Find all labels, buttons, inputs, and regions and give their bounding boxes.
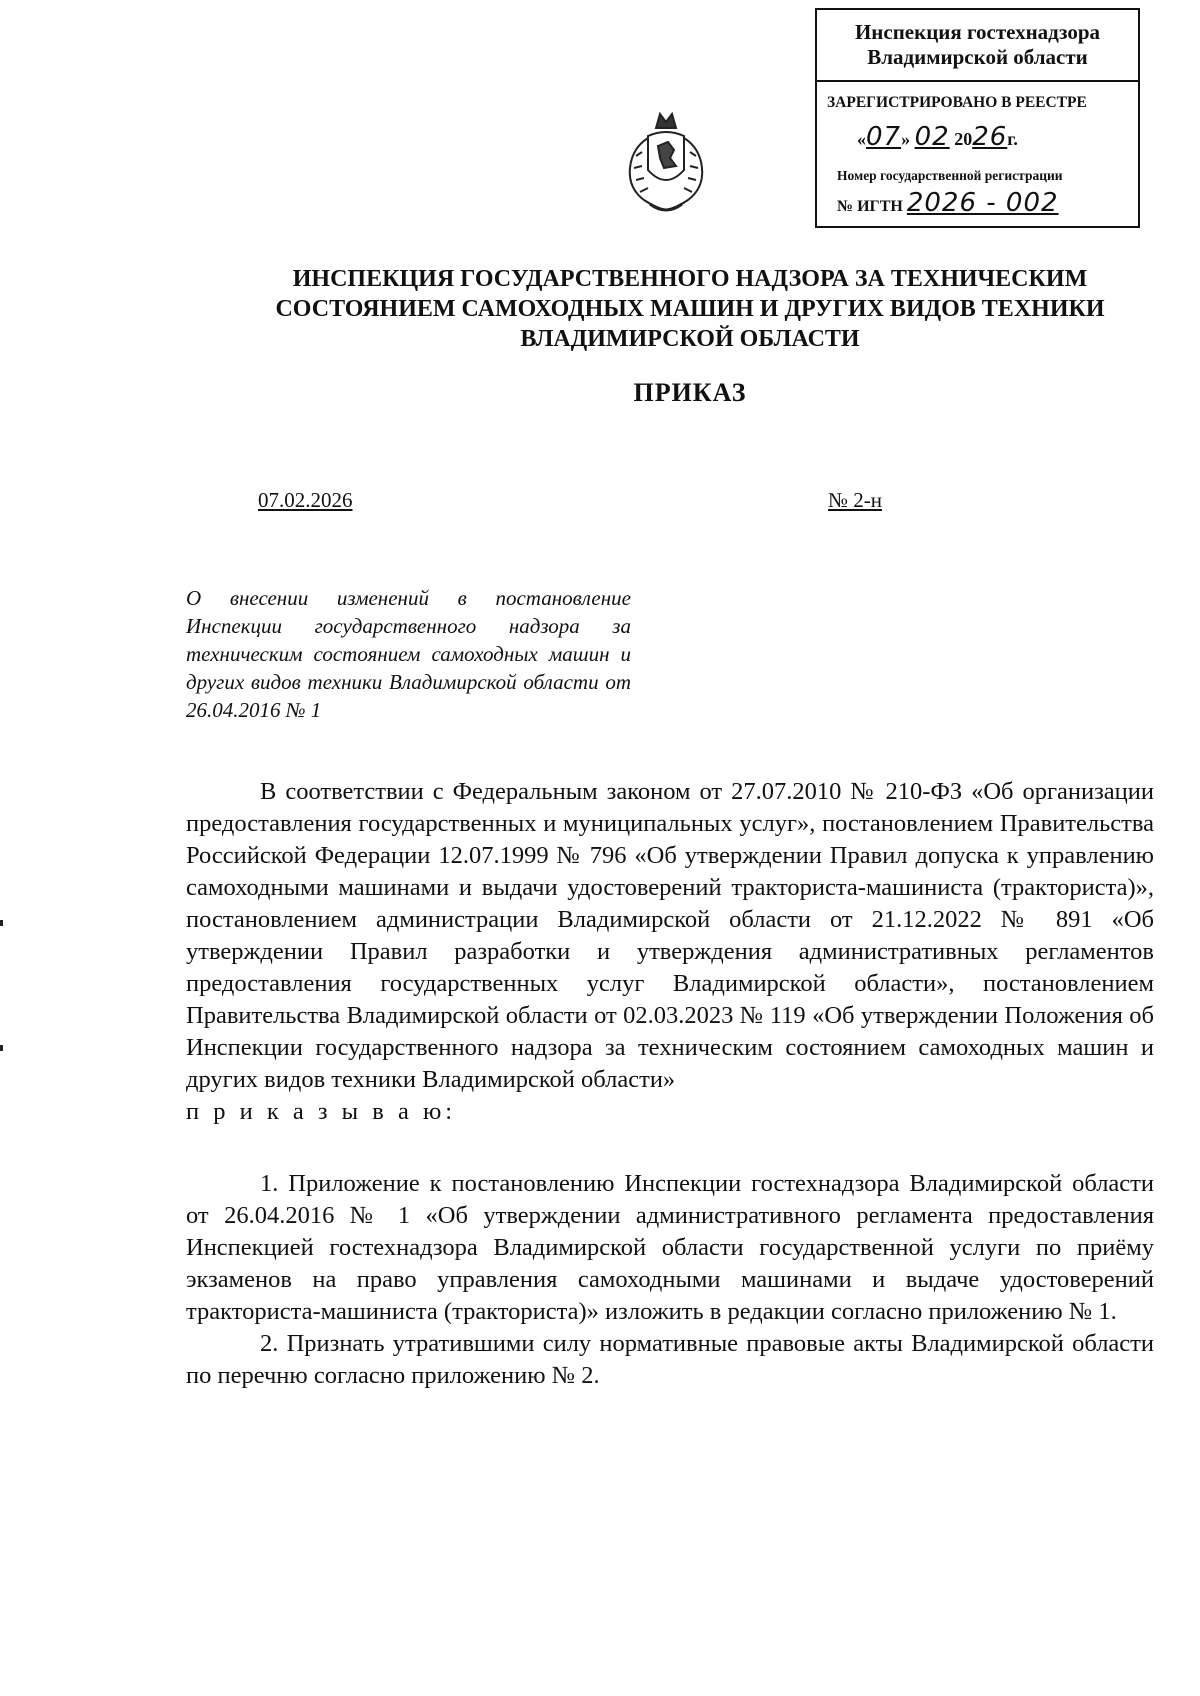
- stamp-registered-label: ЗАРЕГИСТРИРОВАНО В РЕЕСТРЕ: [827, 94, 1087, 111]
- organization-heading: ИНСПЕКЦИЯ ГОСУДАРСТВЕННОГО НАДЗОРА ЗА ТЕХНИЧЕСКИМ СОСТОЯНИЕМ САМОХОДНЫХ МАШИН И ДРУГИХ ВИДОВ ТЕХНИКИ ВЛАДИМИРСКОЙ ОБЛАСТИ: [275, 266, 1105, 352]
- stamp-org-name: Инспекция гостехнадзора Владимирской области: [817, 10, 1138, 82]
- stamp-month: 02: [914, 122, 950, 152]
- stamp-day: 07: [866, 122, 902, 152]
- order-date: 07.02.2026: [258, 488, 353, 512]
- stamp-year: 26: [972, 122, 1008, 152]
- stamp-year-prefix: 20: [954, 129, 973, 149]
- stamp-reg-number: 2026 - 002: [906, 188, 1059, 218]
- order-body: [186, 776, 1154, 1392]
- stamp-reg-number-label: Номер государственной регистрации: [837, 168, 1063, 183]
- document-title: ПРИКАЗ: [633, 378, 747, 407]
- stamp-reg-number-line: [817, 184, 1138, 218]
- decree-word: п р и к а з ы в а ю:: [186, 1098, 457, 1125]
- order-subject: О внесении изменений в постановление Инспекции государственного надзора за техническим состоянием самоходных машин и других видов техники Владимирской области от 26.04.2016 № 1: [186, 586, 631, 722]
- stamp-reg-prefix: № ИГТН: [837, 198, 903, 215]
- item-1-paragraph: 1. Приложение к постановлению Инспекции гостехнадзора Владимирской области от 26.04.2016 № 1 «Об утверждении административного регламента предоставления Инспекцией гостехнадзора Владимирской области государственной услуги по приёму экзаменов на право управления самоходными машинами и выдаче удостоверений тракториста-машиниста (тракториста)» изложить в редакции согласно приложению № 1.: [186, 1170, 1154, 1325]
- stamp-registration-date: «07» 02 2026г.: [857, 122, 1018, 152]
- stamp-year-suffix: г.: [1007, 129, 1018, 149]
- preamble-paragraph: В соответствии с Федеральным законом от 27.07.2010 № 210-ФЗ «Об организации предоставления государственных и муниципальных услуг», постановлением Правительства Российской Федерации 12.07.1999 № 796 «Об утверждении Правил допуска к управлению самоходными машинами и выдачи удостоверений тракториста-машиниста (тракториста)», постановлением администрации Владимирской области от 21.12.2022 № 891 «Об утверждении Правил разработки и утверждения административных регламентов предоставления государственных услуг Владимирской области», постановлением Правительства Владимирской области от 02.03.2023 № 119 «Об утверждении Положения об Инспекции государственного надзора за техническим состоянием самоходных машин и других видов техники Владимирской области»: [186, 778, 1154, 1093]
- order-number: № 2-н: [828, 488, 883, 512]
- scan-edge-mark: [0, 1045, 3, 1051]
- coat-of-arms-icon: [620, 108, 712, 216]
- registration-stamp: [815, 8, 1140, 228]
- item-2-paragraph: 2. Признать утратившими силу нормативные правовые акты Владимирской области по перечню согласно приложению № 2.: [186, 1330, 1154, 1389]
- scan-edge-mark: [0, 920, 3, 926]
